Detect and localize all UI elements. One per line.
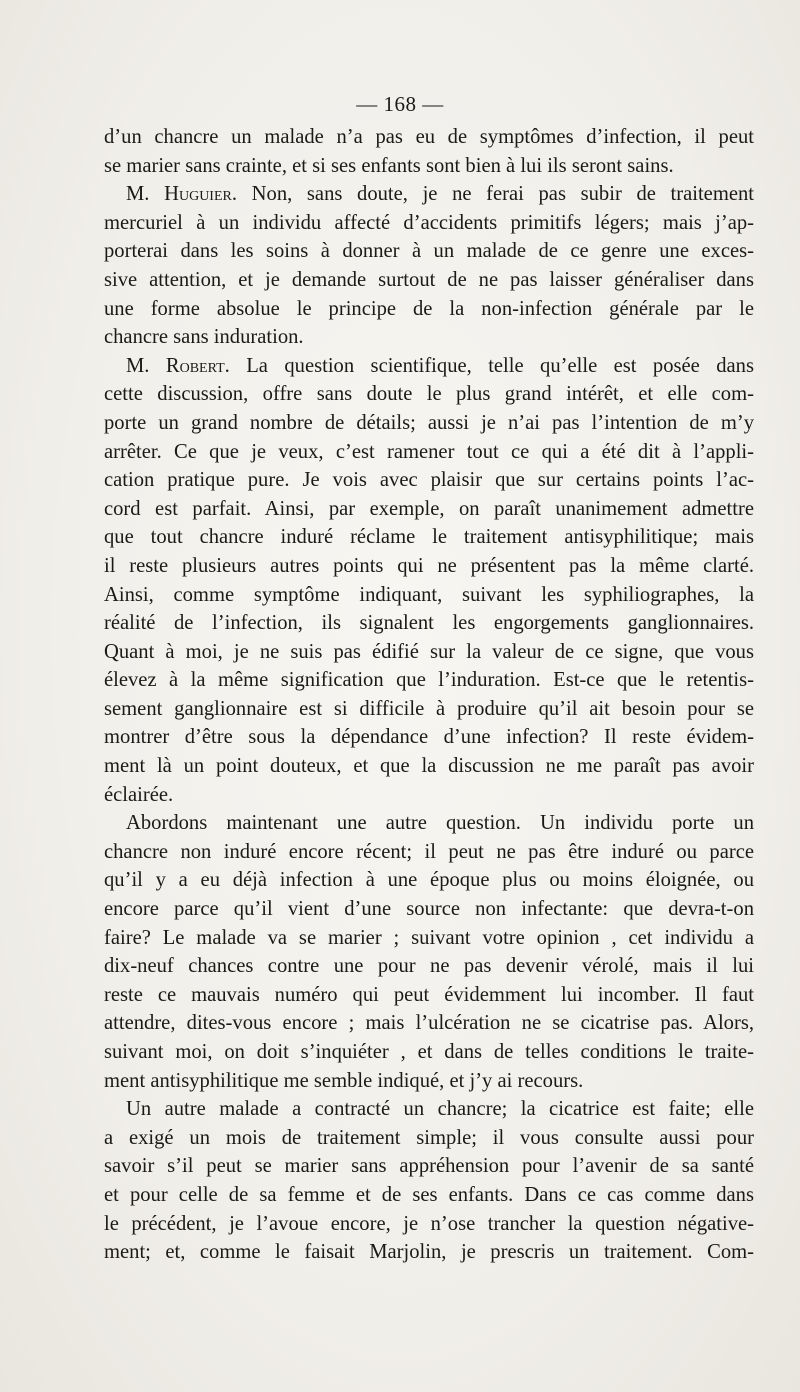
- text-line: [104, 438, 754, 467]
- text-line: [104, 1067, 754, 1096]
- text-line: [104, 409, 754, 438]
- line-text: ment antisyphilitique me semble indiqué, et j’y ai recours.: [104, 1069, 584, 1092]
- speaker-name: M. Huguier.: [126, 183, 238, 206]
- line-text: Un autre malade a contracté un chancre; la cicatrice est faite; elle: [126, 1098, 754, 1121]
- text-line: [104, 695, 754, 724]
- speaker-name: M. Robert.: [126, 354, 230, 377]
- text-line: [104, 866, 754, 895]
- text-line: [104, 1124, 754, 1153]
- body-text: [104, 123, 754, 1267]
- line-text: Abordons maintenant une autre question. Un individu porte un: [126, 812, 754, 835]
- text-line: [104, 809, 754, 838]
- line-text: éclairée.: [104, 783, 174, 806]
- line-text: sement ganglionnaire est si difficile à produire qu’il ait besoin pour se: [104, 697, 754, 720]
- line-text: élevez à la même signification que l’induration. Est-ce que le retentis-: [104, 669, 754, 692]
- text-line: [104, 209, 754, 238]
- line-text: reste ce mauvais numéro qui peut évidemment lui incomber. Il faut: [104, 983, 754, 1006]
- line-text: a exigé un mois de traitement simple; il vous consulte aussi pour: [104, 1126, 754, 1149]
- text-line: [104, 466, 754, 495]
- text-line: [104, 895, 754, 924]
- line-text: mercuriel à un individu affecté d’accidents primitifs légers; mais j’ap-: [104, 211, 754, 234]
- text-line: [104, 323, 754, 352]
- text-line: [104, 1152, 754, 1181]
- text-line: [104, 495, 754, 524]
- line-text: cation pratique pure. Je vois avec plaisir que sur certains points l’ac-: [104, 469, 754, 492]
- text-line: [104, 352, 754, 381]
- text-line: [104, 295, 754, 324]
- text-line: [104, 581, 754, 610]
- text-line: [104, 152, 754, 181]
- text-line: [104, 1038, 754, 1067]
- line-text: qu’il y a eu déjà infection à une époque plus ou moins éloignée, ou: [104, 869, 754, 892]
- line-text: il reste plusieurs autres points qui ne présentent pas la même clarté.: [104, 554, 754, 577]
- line-text: porte un grand nombre de détails; aussi je n’ai pas l’intention de m’y: [104, 411, 754, 434]
- line-text: réalité de l’infection, ils signalent les engorgements ganglionnaires.: [104, 612, 754, 635]
- line-text: se marier sans crainte, et si ses enfants sont bien à lui ils seront sains.: [104, 154, 674, 177]
- line-text: et pour celle de sa femme et de ses enfants. Dans ce cas comme dans: [104, 1183, 754, 1206]
- text-line: [104, 723, 754, 752]
- text-line: [104, 1181, 754, 1210]
- line-text: cord est parfait. Ainsi, par exemple, on paraît unanimement admettre: [104, 497, 754, 520]
- text-line: [104, 1009, 754, 1038]
- line-text: Ainsi, comme symptôme indiquant, suivant les syphiliographes, la: [104, 583, 754, 606]
- line-text: attendre, dites-vous encore ; mais l’ulcération ne se cicatrise pas. Alors,: [104, 1012, 754, 1035]
- line-text: suivant moi, on doit s’inquiéter , et dans de telles conditions le traite-: [104, 1041, 754, 1063]
- line-text: savoir s’il peut se marier sans appréhension pour l’avenir de sa santé: [104, 1155, 754, 1178]
- line-text: ment là un point douteux, et que la discussion ne me paraît pas avoir: [104, 755, 754, 778]
- line-text: chancre sans induration.: [104, 326, 304, 349]
- text-line: [104, 523, 754, 552]
- text-line: [104, 380, 754, 409]
- line-text: La question scientifique, telle qu’elle est posée dans: [229, 354, 754, 377]
- text-line: [104, 638, 754, 667]
- line-text: faire? Le malade va se marier ; suivant votre opinion , cet individu a: [104, 926, 754, 949]
- text-line: [104, 981, 754, 1010]
- line-text: chancre non induré encore récent; il peut ne pas être induré ou parce: [104, 840, 754, 863]
- text-line: [104, 752, 754, 781]
- line-text: cette discussion, offre sans doute le plus grand intérêt, et elle com-: [104, 383, 754, 406]
- line-text: d’un chancre un malade n’a pas eu de symptômes d’infection, il peut: [104, 126, 754, 148]
- text-line: [104, 266, 754, 295]
- text-line: [104, 1210, 754, 1239]
- line-text: sive attention, et je demande surtout de ne pas laisser généraliser dans: [104, 268, 754, 291]
- text-line: [104, 552, 754, 581]
- text-line: [104, 1095, 754, 1124]
- text-line: [104, 924, 754, 953]
- text-line: [104, 952, 754, 981]
- text-line: [104, 781, 754, 810]
- text-line: [104, 838, 754, 867]
- text-line: [104, 180, 754, 209]
- line-text: encore parce qu’il vient d’une source non infectante: que devra-t-on: [104, 898, 754, 921]
- text-line: [104, 666, 754, 695]
- text-line: [104, 609, 754, 638]
- line-text: montrer d’être sous la dépendance d’une infection? Il reste évidem-: [104, 726, 754, 749]
- line-text: porterai dans les soins à donner à un malade de ce genre une exces-: [104, 240, 754, 263]
- text-line: [104, 237, 754, 266]
- text-line: [104, 1238, 754, 1267]
- page-number: — 168 —: [356, 92, 444, 116]
- line-text: ment; et, comme le faisait Marjolin, je prescris un traitement. Com-: [104, 1241, 754, 1264]
- line-text: le précédent, je l’avoue encore, je n’ose trancher la question négative-: [104, 1212, 754, 1235]
- line-text: dix-neuf chances contre une pour ne pas devenir vérolé, mais il lui: [104, 955, 754, 978]
- line-text: arrêter. Ce que je veux, c’est ramener tout ce qui a été dit à l’appli-: [104, 440, 754, 463]
- line-text: que tout chancre induré réclame le traitement antisyphilitique; mais: [104, 526, 754, 549]
- line-text: une forme absolue le principe de la non-infection générale par le: [104, 297, 754, 320]
- text-line: [104, 123, 754, 152]
- line-text: Non, sans doute, je ne ferai pas subir de traitement: [237, 183, 754, 206]
- line-text: Quant à moi, je ne suis pas édifié sur la valeur de ce signe, que vous: [104, 640, 754, 663]
